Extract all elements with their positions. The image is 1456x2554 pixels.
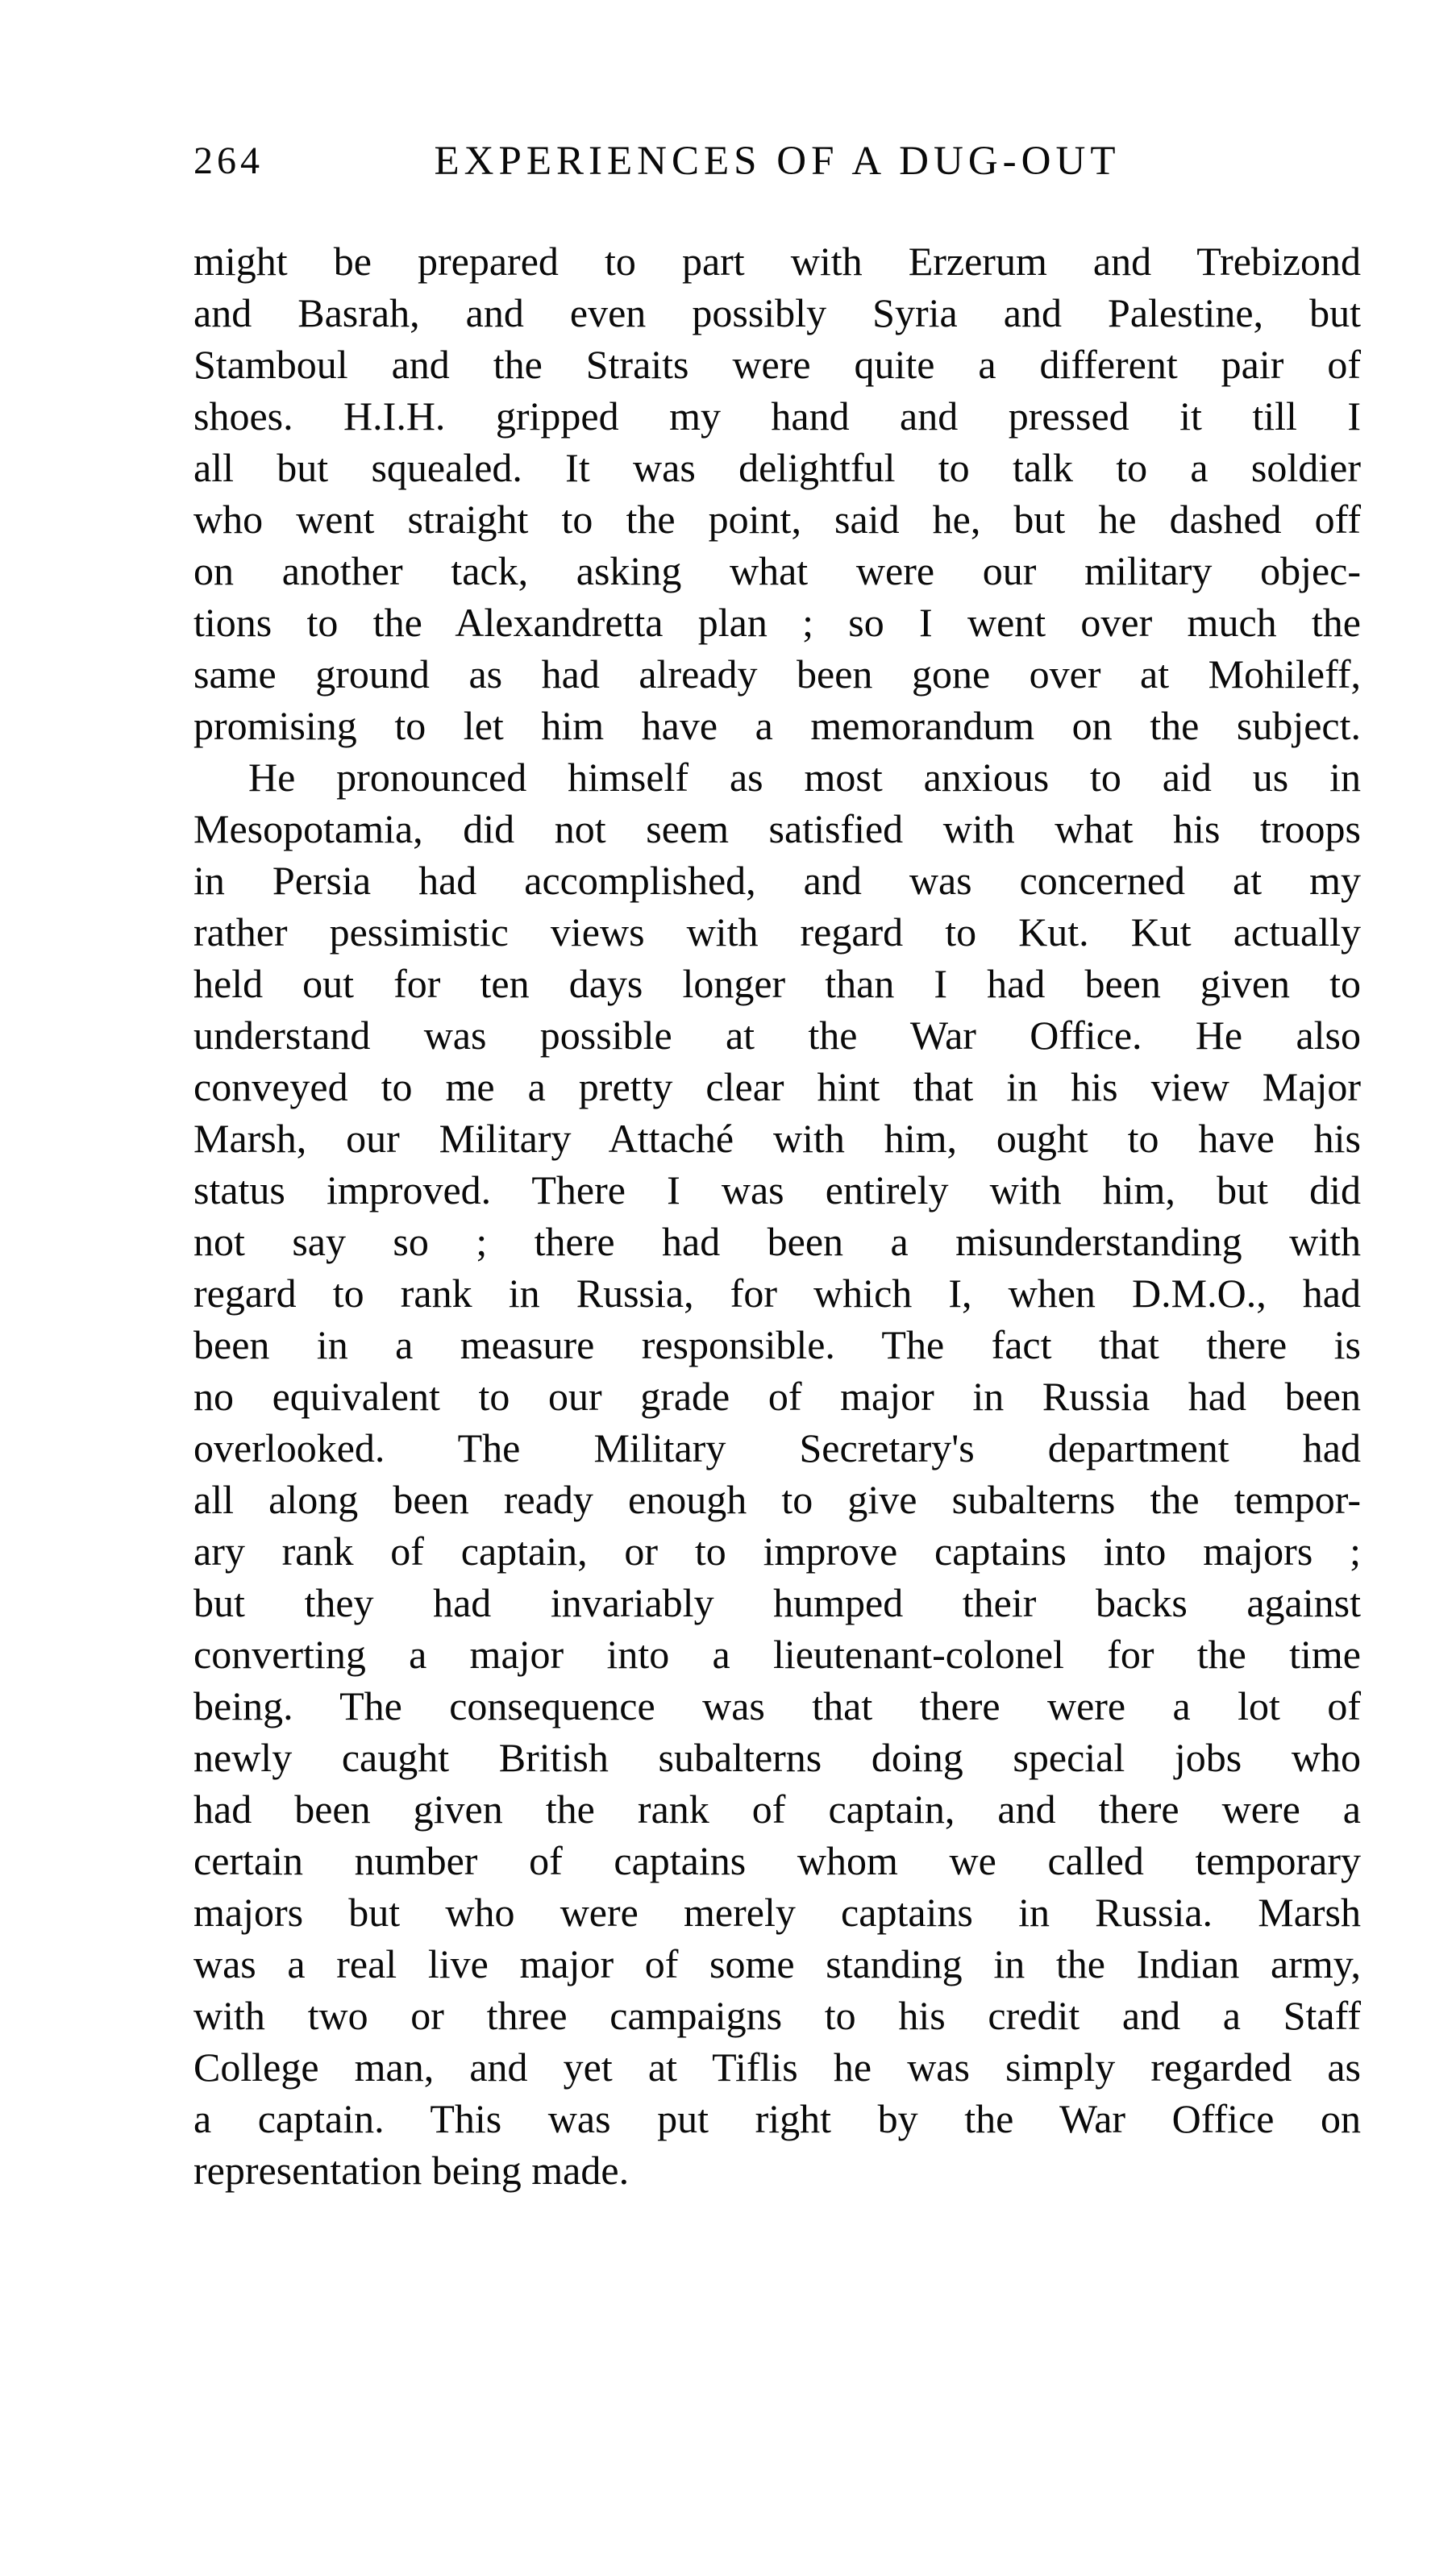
page-number: 264	[193, 139, 264, 182]
text-line: all but squealed. It was delightful to talk to a soldier	[193, 445, 1361, 490]
text-line: in Persia had accomplished, and was concerned at my	[193, 858, 1361, 903]
text-line: regard to rank in Russia, for which I, when D.M.O., had	[193, 1271, 1361, 1316]
text-line: had been given the rank of captain, and there were a	[193, 1787, 1361, 1832]
text-line: shoes. H.I.H. gripped my hand and pressed it till I	[193, 393, 1361, 439]
text-line: tions to the Alexandretta plan ; so I went over much the	[193, 600, 1361, 645]
text-line: but they had invariably humped their backs against	[193, 1580, 1361, 1625]
text-line: promising to let him have a memorandum on the subject.	[193, 703, 1361, 748]
text-line: no equivalent to our grade of major in Russia had been	[193, 1374, 1361, 1419]
text-line: was a real live major of some standing in the Indian army,	[193, 1941, 1361, 1986]
text-line: College man, and yet at Tiflis he was simply regarded as	[193, 2044, 1361, 2090]
paragraph	[193, 751, 1361, 2196]
text-line: all along been ready enough to give subalterns the tempor-	[193, 1477, 1361, 1522]
paragraph	[193, 235, 1361, 751]
text-line: a captain. This was put right by the War Office on	[193, 2096, 1361, 2141]
text-line: newly caught British subalterns doing special jobs who	[193, 1735, 1361, 1780]
text-line: understand was possible at the War Office. He also	[193, 1013, 1361, 1058]
text-line: ary rank of captain, or to improve captains into majors ;	[193, 1529, 1361, 1574]
text-line: overlooked. The Military Secretary's department had	[193, 1425, 1361, 1470]
text-line: not say so ; there had been a misunderstanding with	[193, 1219, 1361, 1264]
text-line: might be prepared to part with Erzerum and Trebizond	[193, 239, 1361, 284]
text-line: He pronounced himself as most anxious to aid us in	[248, 755, 1361, 800]
text-line: converting a major into a lieutenant-colonel for the time	[193, 1632, 1361, 1677]
text-line: representation being made.	[193, 2148, 630, 2193]
text-line: rather pessimistic views with regard to Kut. Kut actually	[193, 909, 1361, 955]
text-line: who went straight to the point, said he, but he dashed off	[193, 497, 1361, 542]
running-header	[193, 135, 1361, 187]
text-line: certain number of captains whom we called temporary	[193, 1838, 1361, 1883]
text-line: and Basrah, and even possibly Syria and Palestine, but	[193, 290, 1361, 335]
text-line: status improved. There I was entirely with him, but did	[193, 1167, 1361, 1213]
text-line: same ground as had already been gone over at Mohileff,	[193, 651, 1361, 697]
text-line: Mesopotamia, did not seem satisfied with what his troops	[193, 806, 1361, 851]
text-line: with two or three campaigns to his credit and a Staff	[193, 1993, 1361, 2038]
text-line: majors but who were merely captains in Russia. Marsh	[193, 1890, 1361, 1935]
text-line: held out for ten days longer than I had been given to	[193, 961, 1361, 1006]
text-line: on another tack, asking what were our military objec-	[193, 548, 1361, 593]
text-line: Stamboul and the Straits were quite a different pair of	[193, 342, 1361, 387]
text-line: being. The consequence was that there were a lot of	[193, 1683, 1361, 1728]
page-title: EXPERIENCES OF A DUG-OUT	[434, 139, 1121, 184]
text-line: been in a measure responsible. The fact that there is	[193, 1322, 1361, 1367]
text-line: conveyed to me a pretty clear hint that in his view Major	[193, 1064, 1361, 1109]
body-text	[193, 235, 1361, 2196]
text-line: Marsh, our Military Attaché with him, ought to have his	[193, 1116, 1361, 1161]
